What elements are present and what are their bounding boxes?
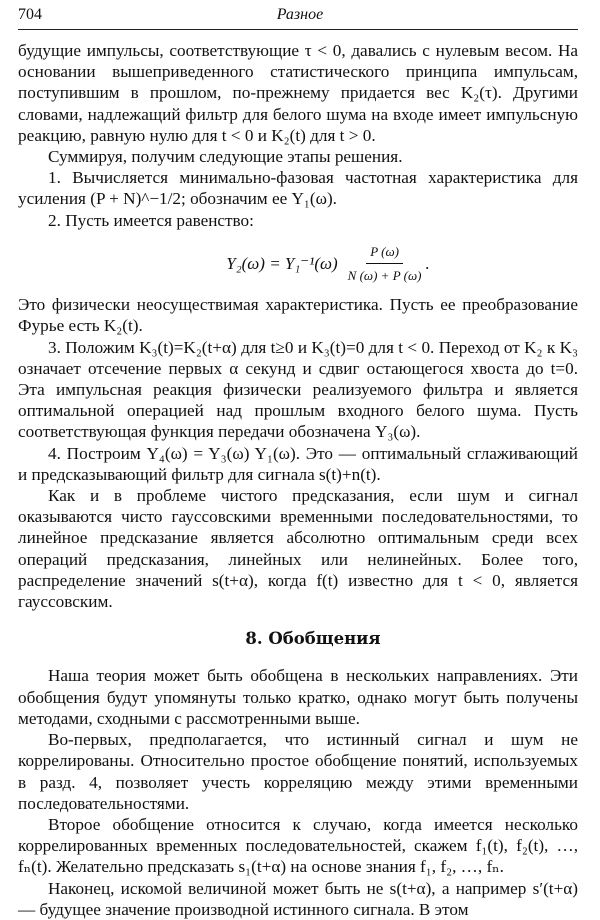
paragraph: 1. Вычисляется минимально-фазовая частотная характеристика для усиления (P + N)^−1/2; обозначим ее Y₁(ω). <box>18 168 578 209</box>
header-rule <box>18 29 578 30</box>
equation-lhs: Y₂(ω) = Y₁⁻¹(ω) <box>226 253 338 273</box>
paragraph: Как и в проблеме чистого предсказания, если шум и сигнал оказываются чисто гауссовскими временными последовательностями, то линейное предсказание является абсолютно оптимальным среди всех операций предсказания, линейных или нелинейных. Более того, распределение значений s(t+α), когда f(t) известно для t < 0, является гауссовским. <box>18 486 578 612</box>
paragraph: Наша теория может быть обобщена в нескольких направлениях. Эти обобщения будут упомянуты только кратко, однако могут быть получены методами, сходными с рассмотренными выше. <box>18 666 578 728</box>
paragraph: Второе обобщение относится к случаю, когда имеется несколько коррелированных временных последовательностей, скажем f₁(t), f₂(t), …, fₙ(t). Желательно предсказать s₁(t+α) на основе знания f₁, f₂, …, fₙ. <box>18 814 578 877</box>
equation-denominator: N (ω) + P (ω) <box>347 268 422 284</box>
page-number: 704 <box>18 6 42 23</box>
section-heading: 8. Обобщения <box>245 629 381 649</box>
equation-numerator: P (ω) <box>366 241 403 264</box>
paragraph: Во-первых, предполагается, что истинный сигнал и шум не коррелированы. Относительно простое обобщение понятий, используемых в разд. 4, позволяет учесть корреляцию между этими временными последовательностями. <box>18 730 578 813</box>
paragraph: 2. Пусть имеется равенство: <box>48 210 254 230</box>
paragraph: Наконец, искомой величиной может быть не s(t+α), а например s′(t+α) — будущее значение производной истинного сигнала. В этом <box>18 878 578 919</box>
equation-y2 <box>78 241 578 286</box>
equation-tail: . <box>425 253 430 273</box>
equation-fraction <box>344 241 426 286</box>
paragraph: будущие импульсы, соответствующие τ < 0, давались с нулевым весом. На основании вышеприведенного статистического принципа импульсам, поступившим в прошлом, по-прежнему придается вес K₂(τ). Другими словами, надлежащий фильтр для белого шума на входе имеет импульсную реакцию, равную нулю для t < 0 и K₂(t) для t > 0. <box>18 41 578 145</box>
main-text <box>18 40 578 920</box>
running-title: Разное <box>276 6 324 23</box>
page-header <box>18 6 582 30</box>
paragraph: 3. Положим K₃(t)=K₂(t+α) для t≥0 и K₃(t)=0 для t < 0. Переход от K₂ к K₃ означает отсечение первых α секунд и сдвиг остающегося хвоста до t=0. Эта импульсная реакция физически реализуемого фильтра и является оптимальной операцией над прошлым входного белого шума. Пусть соответствующая функция передачи обозначена Y₃(ω). <box>18 337 578 442</box>
paragraph: Суммируя, получим следующие этапы решения. <box>48 147 403 167</box>
paragraph: 4. Построим Y₄(ω) = Y₃(ω) Y₁(ω). Это — оптимальный сглаживающий и предсказывающий фильтр для сигнала s(t)+n(t). <box>18 443 578 484</box>
paragraph: Это физически неосуществимая характеристика. Пусть ее преобразование Фурье есть K₂(t). <box>18 295 578 336</box>
